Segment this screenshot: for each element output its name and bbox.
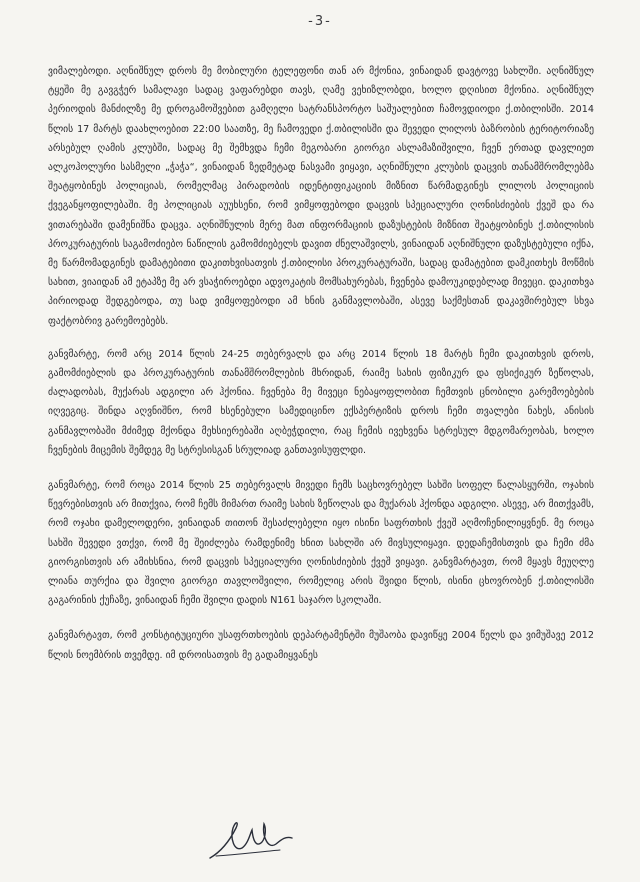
paragraph-2: განვმარტე, რომ არც 2014 წლის 24-25 თებერვალს და არც 2014 წლის 18 მარტს ჩემი დაკითხვის დროს, გამომძიებლის და პროკურატურის თანამშრომლების მხრიდან, რაიმე სახის ფიზიკურ და ფსიქიკურ ზეწოლას, ძალადობას, მუქარას ადგილი არ ჰქონია. ჩვენება მე მივეცი ნებაყოფლობით ჩემთვის ცნობილი გარემოებების იღვეგიც. შინდა აღვნიშნო, რომ ხსენებული სამედიცინო ექსპერტიზის დროს ჩემი თვალები ნახეს, ანისის განმავლობაში მძიმედ მქონდა მეხსიერებაში აღბეჭდილი, რაც ჩემის ივეხვენა სტრესულ მდგომარეობას, ხოლო ჩვენების მიცემის შემდეგ მე სტრესისგან სრულიად განთავისუფლდი. bbox=[48, 348, 594, 456]
paragraph-4: განვმარტავთ, რომ კონსტიტუციური უსაფრთხოების დეპარტამენტში მუშაობა დავიწყე 2004 წელს და ვიმუშავე 2012 წლის ნოემბრის თვემდე. იმ დროისათვის მე გადამიყვანეს bbox=[48, 630, 594, 661]
paragraph-1: ვიმალებოდი. აღნიშნულ დროს მე მობილური ტელეფონი თან არ მქონია, ვინაიდან დავტოვე სახლში. აღნიშნულ ტყეში მე გავგჭერ სამალავი სადაც ვაფარებდი თავს, ღამე ვეხიზლობდი, ხოლო დღისით მქონია. აღნიშნულ პერიოდის მანძილზე მე დროგამოშვებით გამღელი სატრანსპორტო საშუალებით ჩამოვდიოდი ქ.თბილისში. 2014 წლის 17 მარტს დაახლოებით 22:00 საათზე, მე ჩამოვედი ქ.თბილისში და შევედი ლილოს ბაზრობის ტერიტორიაზე არსებულ ღამის კლუბში, სადაც მე შემხვდა ჩემი მეგობარი გიორგი ასლამაზიშვილი, ჩვენ ერთად დავლიეთ ალკოჰოლური სასმელი „ჭაჭა“, ვინაიდან ზედმეტად ნასვამი ვიყავი, აღნიშნული კლუბის დაცვის თანამშრომლებმა შეატყობინეს პოლიციას, რომელმაც პირადობის იდენტიფიკაციის მიზნით წარმადგინეს ლილოს პოლიციის ქვეგანყოფილებაში. მე პოლიციას აუუხსენი, რომ ვიმყოფებოდი დაცვის სპეციალური ღონისძიების ქვეშ და რა ვითარებაში დამენიშნა დაცვა. აღნიშნულის მერე მათ ინფორმაციის დაზუსტების მიზნით შეატყობინეს ქ.თბილისის პროკურატურის საგამოძიებო ნაწილის გამომძიებელს დავით ძნელაშვილს, ვინაიდან აღნიშნული დაზუსტებული იქნა, მე წარმომადგინეს დამატებითი დაკითხვისათვის ქ.თბილისი პროკურატურაში, სადაც დამატებით დამკითხეს მოწმის სახით, ვიაიდან ამ ეტაპზე მე არ ვსაჭიროებდი ადვოკატის მომსახურებას, ჩვენება დამოუკიდებლად მივეცი. დაკითხვა პირიოდად შედგებოდა, თუ სად ვიმყოფებოდი ამ ხნის განმავლობაში, ასევე საქმესთან დაკავშირებულ სხვა ფაქტობრივ გარემოებებს. bbox=[48, 66, 594, 327]
handwritten-signature bbox=[206, 806, 296, 866]
document-body bbox=[48, 62, 594, 681]
page-number: -3- bbox=[308, 14, 332, 29]
paragraph-3: განვმარტე, რომ როცა 2014 წლის 25 თებერვალს მივედი ჩემს საცხოვრებელ სახში სოფელ წალასყურში, ოჯახის წევრებისთვის არ მითქვია, რომ ჩემს მიმართ რაიმე სახის ზეწოლას და მუქარას ჰქონდა ადგილი. ასევე, არ მითქვამს, რომ ოჯახი დამელოდერი, ვინაიდან თითონ შესაძლებელი იყო ისინი საფრთხის ქვეშ აღმოჩენილიყვნენ. მე როცა სახში შევედი ვთქვი, რომ მე შეიძლება რამდენიმე ხნით სახლში არ მივსულიყავი. დედაჩემისთვის და ჩემი ძმა გიორგისთვის არ ამიხსნია, რომ დაცვის სპეციალური ღონისძიების ქვეშ ვიყავი. განვმარტავთ, რომ მყავს მეუღლე ლიანა თურქია და შვილი გიორგი თავლოშვილი, რომელიც არის შვიდი წლის, ისინი ცხოვრობენ ქ.თბილისში გაგარინის ქუჩაზე, ვინაიდან ჩემი შვილი დადის N161 საჯარო სკოლაში. bbox=[48, 480, 594, 607]
